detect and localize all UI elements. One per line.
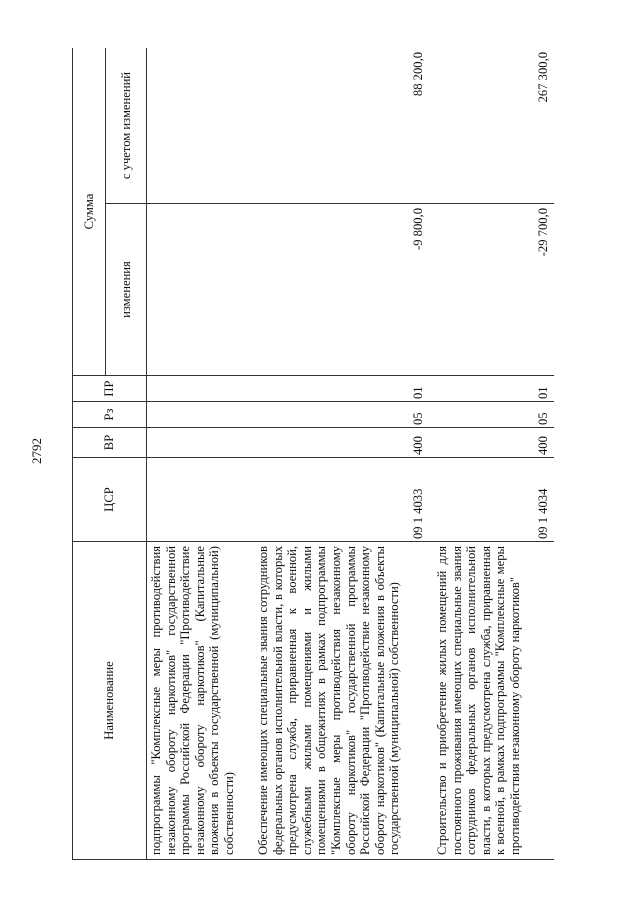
rotated-page-area	[72, 48, 612, 860]
row-name: подпрограммы "Комплексные меры противодействия незаконному обороту наркотиков" государственной программы Российской Федерации "Противодействие незаконному обороту наркотиков" (Капитальные вложения в объекты государственной (муниципальной) собственности)	[147, 542, 251, 860]
header-with-changes: с учетом изменений	[106, 48, 147, 204]
landscape-content	[72, 48, 612, 860]
row-vr	[147, 428, 251, 458]
row-pr: 01	[250, 376, 429, 402]
row-pr	[147, 376, 251, 402]
row-name: Строительство и приобретение жилых помещений для постоянного проживания имеющих специальные звания сотрудников федеральных органов исполнительной власти, в которых предусмотрена служба, приравненная к военной, в рамках подпрограммы "Комплексные меры противодействия незаконному обороту наркотиков"	[429, 542, 554, 860]
row-rz: 05	[429, 402, 554, 428]
header-changes: изменения	[106, 204, 147, 376]
row-total	[147, 48, 251, 204]
row-vr: 400	[429, 428, 554, 458]
row-rz	[147, 402, 251, 428]
page-number: 2792	[29, 438, 44, 464]
row-name: Обеспечение имеющих специальные звания сотрудников федеральных органов исполнительной власти, в которых предусмотрена служба, приравненная к военной, служебными жилыми помещениями и жилыми помещениями в общежитиях в рамках подпрограммы "Комплексные меры противодействия незаконному обороту наркотиков" государственной программы Российской Федерации "Противодействие незаконному обороту наркотиков" (Капитальные вложения в объекты государственной (муниципальной) собственности)	[250, 542, 429, 860]
table-row	[147, 48, 251, 860]
row-total: 267 300,0	[429, 48, 554, 204]
row-total: 88 200,0	[250, 48, 429, 204]
row-rz: 05	[250, 402, 429, 428]
header-rz: Рз	[73, 402, 147, 428]
row-csr: 09 1 4033	[250, 458, 429, 542]
header-name: Наименование	[73, 542, 147, 860]
header-sum: Сумма	[73, 48, 106, 376]
table-header	[73, 48, 147, 860]
row-change	[147, 204, 251, 376]
header-vr: ВР	[73, 428, 147, 458]
table-row	[250, 48, 429, 860]
table-row	[429, 48, 554, 860]
row-change: -29 700,0	[429, 204, 554, 376]
row-change: -9 800,0	[250, 204, 429, 376]
row-pr: 01	[429, 376, 554, 402]
budget-table	[72, 48, 554, 860]
row-csr	[147, 458, 251, 542]
row-vr: 400	[250, 428, 429, 458]
table-body	[147, 48, 555, 860]
header-pr: ПР	[73, 376, 147, 402]
row-csr: 09 1 4034	[429, 458, 554, 542]
header-csr: ЦСР	[73, 458, 147, 542]
